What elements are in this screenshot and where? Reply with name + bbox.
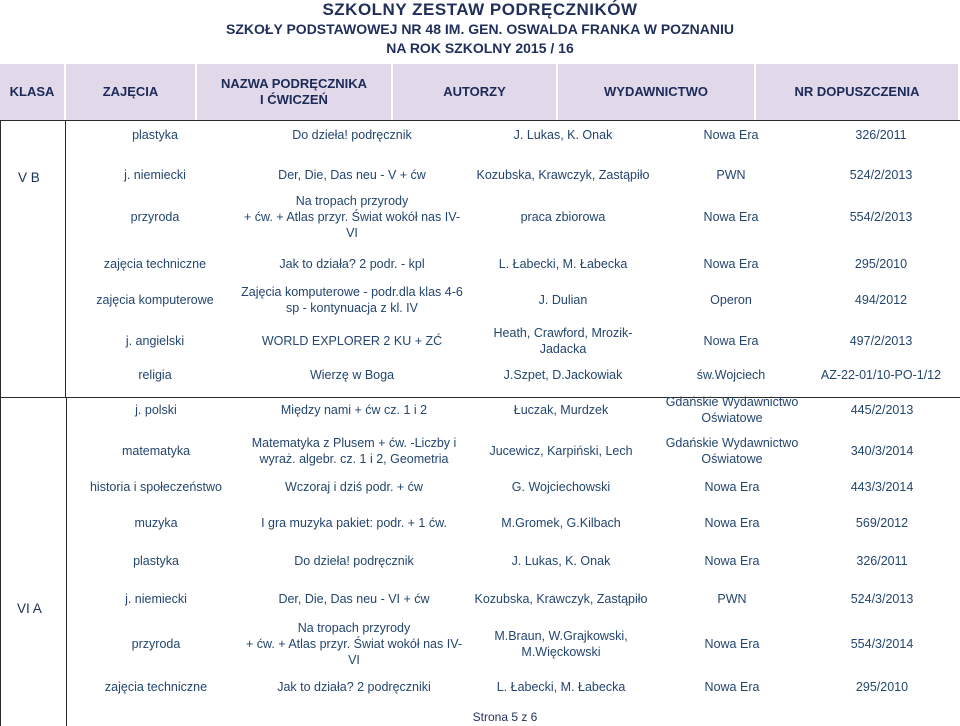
- book-cell: Matematyka z Plusem + ćw. -Liczby i wyraż. algebr. cz. 1 i 2, Geometria: [251, 435, 457, 466]
- authors-cell: G. Wojciechowski: [511, 479, 611, 494]
- publisher-cell: Nowa Era: [703, 256, 759, 271]
- approval-number-cell: 326/2011: [856, 553, 908, 568]
- book-cell: Wczoraj i dziś podr. + ćw: [285, 479, 423, 494]
- book-cell: Na tropach przyrody + ćw. + Atlas przyr. Świat wokół nas IV- VI: [245, 620, 463, 668]
- book-cell: Do dzieła! podręcznik: [292, 127, 412, 142]
- authors-cell: J. Lukas, K. Onak: [513, 127, 613, 142]
- section-border: [0, 120, 960, 121]
- authors-cell: J. Dulian: [538, 292, 588, 307]
- subject-cell: historia i społeczeństwo: [89, 479, 222, 494]
- publisher-cell: św.Wojciech: [696, 367, 766, 382]
- document-title: SZKOLNY ZESTAW PODRĘCZNIKÓW: [322, 0, 638, 19]
- approval-number-cell: 295/2010: [854, 256, 908, 271]
- authors-cell: Kozubska, Krawczyk, Zastąpiło: [474, 591, 648, 606]
- book-cell: Między nami + ćw cz. 1 i 2: [280, 402, 428, 417]
- approval-number-cell: 524/2/2013: [849, 167, 913, 182]
- approval-number-cell: AZ-22-01/10-PO-1/12: [820, 367, 942, 382]
- publisher-cell: Nowa Era: [704, 636, 760, 651]
- subject-cell: przyroda: [130, 209, 180, 224]
- approval-number-cell: 494/2012: [854, 292, 908, 307]
- book-cell: Der, Die, Das neu - V + ćw: [278, 167, 426, 182]
- authors-cell: M.Gromek, G.Kilbach: [501, 515, 621, 530]
- authors-cell: M.Braun, W.Grajkowski, M.Więckowski: [494, 628, 628, 659]
- column-header: AUTORZY: [393, 64, 558, 120]
- school-name: SZKOŁY PODSTAWOWEJ NR 48 IM. GEN. OSWALDA FRANKA W POZNANIU: [226, 21, 734, 37]
- column-header: ZAJĘCIA: [66, 64, 197, 120]
- approval-number-cell: 524/3/2013: [850, 591, 914, 606]
- publisher-cell: Nowa Era: [703, 127, 759, 142]
- class-label: VI A: [17, 601, 42, 616]
- publisher-cell: Nowa Era: [703, 209, 759, 224]
- subject-cell: j. niemiecki: [125, 591, 187, 606]
- section-border: [65, 120, 66, 398]
- book-cell: Der, Die, Das neu - VI + ćw: [278, 591, 430, 606]
- publisher-cell: Nowa Era: [704, 679, 760, 694]
- publisher-cell: Gdańskie Wydawnictwo Oświatowe: [665, 394, 799, 425]
- publisher-cell: PWN: [717, 591, 747, 606]
- approval-number-cell: 554/3/2014: [850, 636, 914, 651]
- publisher-cell: Operon: [710, 292, 752, 307]
- publisher-cell: Nowa Era: [704, 553, 760, 568]
- section-border: [0, 397, 960, 398]
- authors-cell: Łuczak, Murdzek: [513, 402, 609, 417]
- subject-cell: zajęcia techniczne: [103, 256, 207, 271]
- column-header: NAZWA PODRĘCZNIKA I ĆWICZEŃ: [197, 64, 393, 120]
- book-cell: Na tropach przyrody + ćw. + Atlas przyr. Świat wokół nas IV- VI: [243, 193, 461, 241]
- column-header: KLASA: [0, 64, 66, 120]
- authors-cell: J.Szpet, D.Jackowiak: [503, 367, 623, 382]
- approval-number-cell: 554/2/2013: [849, 209, 913, 224]
- authors-cell: J. Lukas, K. Onak: [511, 553, 611, 568]
- subject-cell: religia: [138, 367, 172, 382]
- authors-cell: praca zbiorowa: [520, 209, 606, 224]
- publisher-cell: Gdańskie Wydawnictwo Oświatowe: [665, 435, 799, 466]
- authors-cell: L. Łabecki, M. Łabecka: [496, 679, 626, 694]
- subject-cell: zajęcia techniczne: [104, 679, 208, 694]
- section-border: [0, 398, 1, 726]
- subject-cell: j. niemiecki: [124, 167, 186, 182]
- book-cell: Do dzieła! podręcznik: [294, 553, 414, 568]
- approval-number-cell: 326/2011: [855, 127, 907, 142]
- subject-cell: matematyka: [121, 443, 191, 458]
- school-year: NA ROK SZKOLNY 2015 / 16: [386, 40, 574, 56]
- authors-cell: Heath, Crawford, Mrozik- Jadacka: [493, 325, 633, 356]
- publisher-cell: Nowa Era: [704, 515, 760, 530]
- column-header: WYDAWNICTWO: [558, 64, 756, 120]
- publisher-cell: Nowa Era: [704, 479, 760, 494]
- subject-cell: zajęcia komputerowe: [96, 292, 214, 307]
- section-border: [0, 120, 1, 398]
- book-cell: Jak to działa? 2 podr. - kpl: [279, 256, 425, 271]
- publisher-cell: PWN: [716, 167, 746, 182]
- publisher-cell: Nowa Era: [703, 333, 759, 348]
- class-label: V B: [18, 170, 40, 185]
- authors-cell: Kozubska, Krawczyk, Zastąpiło: [476, 167, 650, 182]
- subject-cell: przyroda: [131, 636, 181, 651]
- book-cell: WORLD EXPLORER 2 KU + ZĆ: [261, 333, 443, 348]
- approval-number-cell: 295/2010: [855, 679, 909, 694]
- subject-cell: j. polski: [135, 402, 177, 417]
- approval-number-cell: 340/3/2014: [850, 443, 914, 458]
- book-cell: Zajęcia komputerowe - podr.dla klas 4-6 sp - kontynuacja z kl. IV: [241, 284, 463, 315]
- approval-number-cell: 497/2/2013: [849, 333, 913, 348]
- approval-number-cell: 445/2/2013: [850, 402, 914, 417]
- subject-cell: muzyka: [134, 515, 178, 530]
- book-cell: Wierzę w Boga: [309, 367, 395, 382]
- approval-number-cell: 443/3/2014: [850, 479, 914, 494]
- column-header: NR DOPUSZCZENIA: [756, 64, 960, 120]
- subject-cell: plastyka: [132, 127, 178, 142]
- book-cell: Jak to działa? 2 podręczniki: [277, 679, 431, 694]
- subject-cell: j. angielski: [125, 333, 185, 348]
- subject-cell: plastyka: [133, 553, 179, 568]
- page-footer: Strona 5 z 6: [472, 710, 538, 724]
- authors-cell: L. Łabecki, M. Łabecka: [498, 256, 628, 271]
- authors-cell: Jucewicz, Karpiński, Lech: [489, 443, 633, 458]
- book-cell: I gra muzyka pakiet: podr. + 1 ćw.: [261, 515, 447, 530]
- approval-number-cell: 569/2012: [855, 515, 909, 530]
